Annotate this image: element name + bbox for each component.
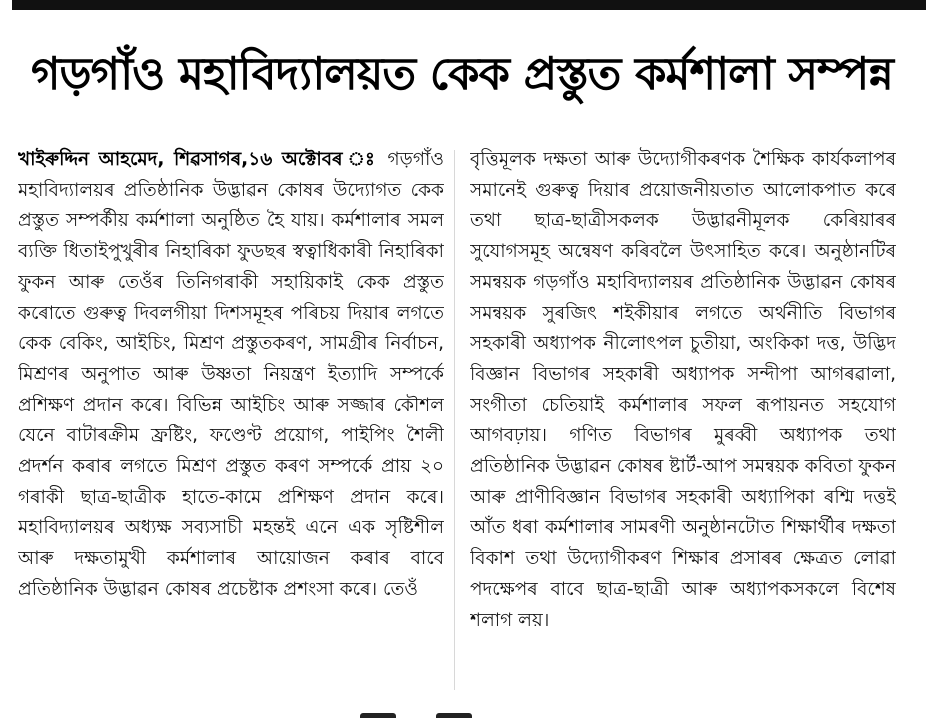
top-rule xyxy=(12,0,926,10)
article-column-left xyxy=(18,145,444,705)
cut-off-text-fragment xyxy=(360,704,540,718)
headline: গড়গাঁও মহাবিদ্যালয়ত কেক প্ৰস্তুত কৰ্মশালা সম্পন্ন xyxy=(31,47,893,100)
article-text-left: গড়গাঁও মহাবিদ্যালয়ৰ প্ৰতিষ্ঠানিক উদ্ভাৱন কোষৰ উদ্যোগত কেক প্ৰস্তুত সম্পৰ্কীয় কৰ্মশালা অনুষ্ঠিত হৈ যায়। কৰ্মশালাৰ সমল ব্যক্তি ধিতাইপুখুৰীৰ নিহাৰিকা ফুডছৰ স্বত্বাধিকাৰী নিহাৰিকা ফুকন আৰু তেওঁৰ তিনিগৰাকী সহায়িকাই কেক প্ৰস্তুত কৰোতে গুৰুত্ব দিবলগীয়া দিশসমূহৰ পৰিচয় দিয়াৰ লগতে কেক বেকিং, আইচিং, মিশ্ৰণ প্ৰস্তুতকৰণ, সামগ্ৰীৰ নিৰ্বাচন, মিশ্ৰণৰ অনুপাত আৰু উষ্ণতা নিয়ন্ত্ৰণ ইত্যাদি সম্পৰ্কে প্ৰশিক্ষণ প্ৰদান কৰে। বিভিন্ন আইচিং আৰু সজ্জাৰ কৌশল যেনে বাটাৰক্ৰীম ফ্ৰষ্টিং, ফণ্ডেণ্ট প্ৰয়োগ, পাইপিং শৈলী প্ৰদৰ্শন কৰাৰ লগতে মিশ্ৰণ প্ৰস্তুত কৰণ সম্পৰ্কে প্ৰায় ২০ গৰাকী ছাত্ৰ-ছাত্ৰীক হাতে-কামে প্ৰশিক্ষণ প্ৰদান কৰে। মহাবিদ্যালয়ৰ অধ্যক্ষ সব্যসাচী মহন্তই এনে এক সৃষ্টিশীল আৰু দক্ষতামুখী কৰ্মশালাৰ আয়োজন কৰাৰ বাবে প্ৰতিষ্ঠানিক উদ্ভাৱন কোষৰ প্ৰচেষ্টাক প্ৰশংসা কৰে। তেওঁ xyxy=(18,149,444,600)
article-column-right: বৃত্তিমূলক দক্ষতা আৰু উদ্যোগীকৰণক শৈক্ষিক কাৰ্যকলাপৰ সমানেই গুৰুত্ব দিয়াৰ প্ৰয়োজনীয়তাত আলোকপাত কৰে তথা ছাত্ৰ-ছাত্ৰীসকলক উদ্ভাৱনীমূলক কেৰিয়াৰৰ সুযোগসমূহ অন্বেষণ কৰিবলৈ উৎসাহিত কৰে। অনুষ্ঠানটিৰ সমন্বয়ক গড়গাঁও মহাবিদ্যালয়ৰ প্ৰতিষ্ঠানিক উদ্ভাৱন কোষৰ সমন্বয়ক সুৰজিৎ শইকীয়াৰ লগতে অৰ্থনীতি বিভাগৰ সহকাৰী অধ্যাপক নীলোৎপল চুতীয়া, অংকিকা দত্ত, উদ্ভিদ বিজ্ঞান বিভাগৰ সহকাৰী অধ্যাপক সন্দীপা আগৰৱালা, সংগীতা চেতিয়াই কৰ্মশালাৰ সফল ৰূপায়নত সহযোগ আগবঢ়ায়। গণিত বিভাগৰ মুৰব্বী অধ্যাপক তথা প্ৰতিষ্ঠানিক উদ্ভাৱন কোষৰ ষ্টাৰ্ট-আপ সমন্বয়ক কবিতা ফুকন আৰু প্ৰাণীবিজ্ঞান বিভাগৰ সহকাৰী অধ্যাপিকা ৰশ্মি দত্তই আঁত ধৰা কৰ্মশালাৰ সামৰণী অনুষ্ঠানটোত শিক্ষাৰ্থীৰ দক্ষতা বিকাশ তথা উদ্যোগীকৰণ শিক্ষাৰ প্ৰসাৰৰ ক্ষেত্ৰত লোৱা পদক্ষেপৰ বাবে ছাত্ৰ-ছাত্ৰী আৰু অধ্যাপকসকলে বিশেষ শলাগ লয়। xyxy=(470,149,896,631)
column-divider xyxy=(454,150,455,690)
byline: খাইৰুদ্দিন আহমেদ, শিৱসাগৰ,১৬ অক্টোবৰ ঃ xyxy=(18,149,388,170)
